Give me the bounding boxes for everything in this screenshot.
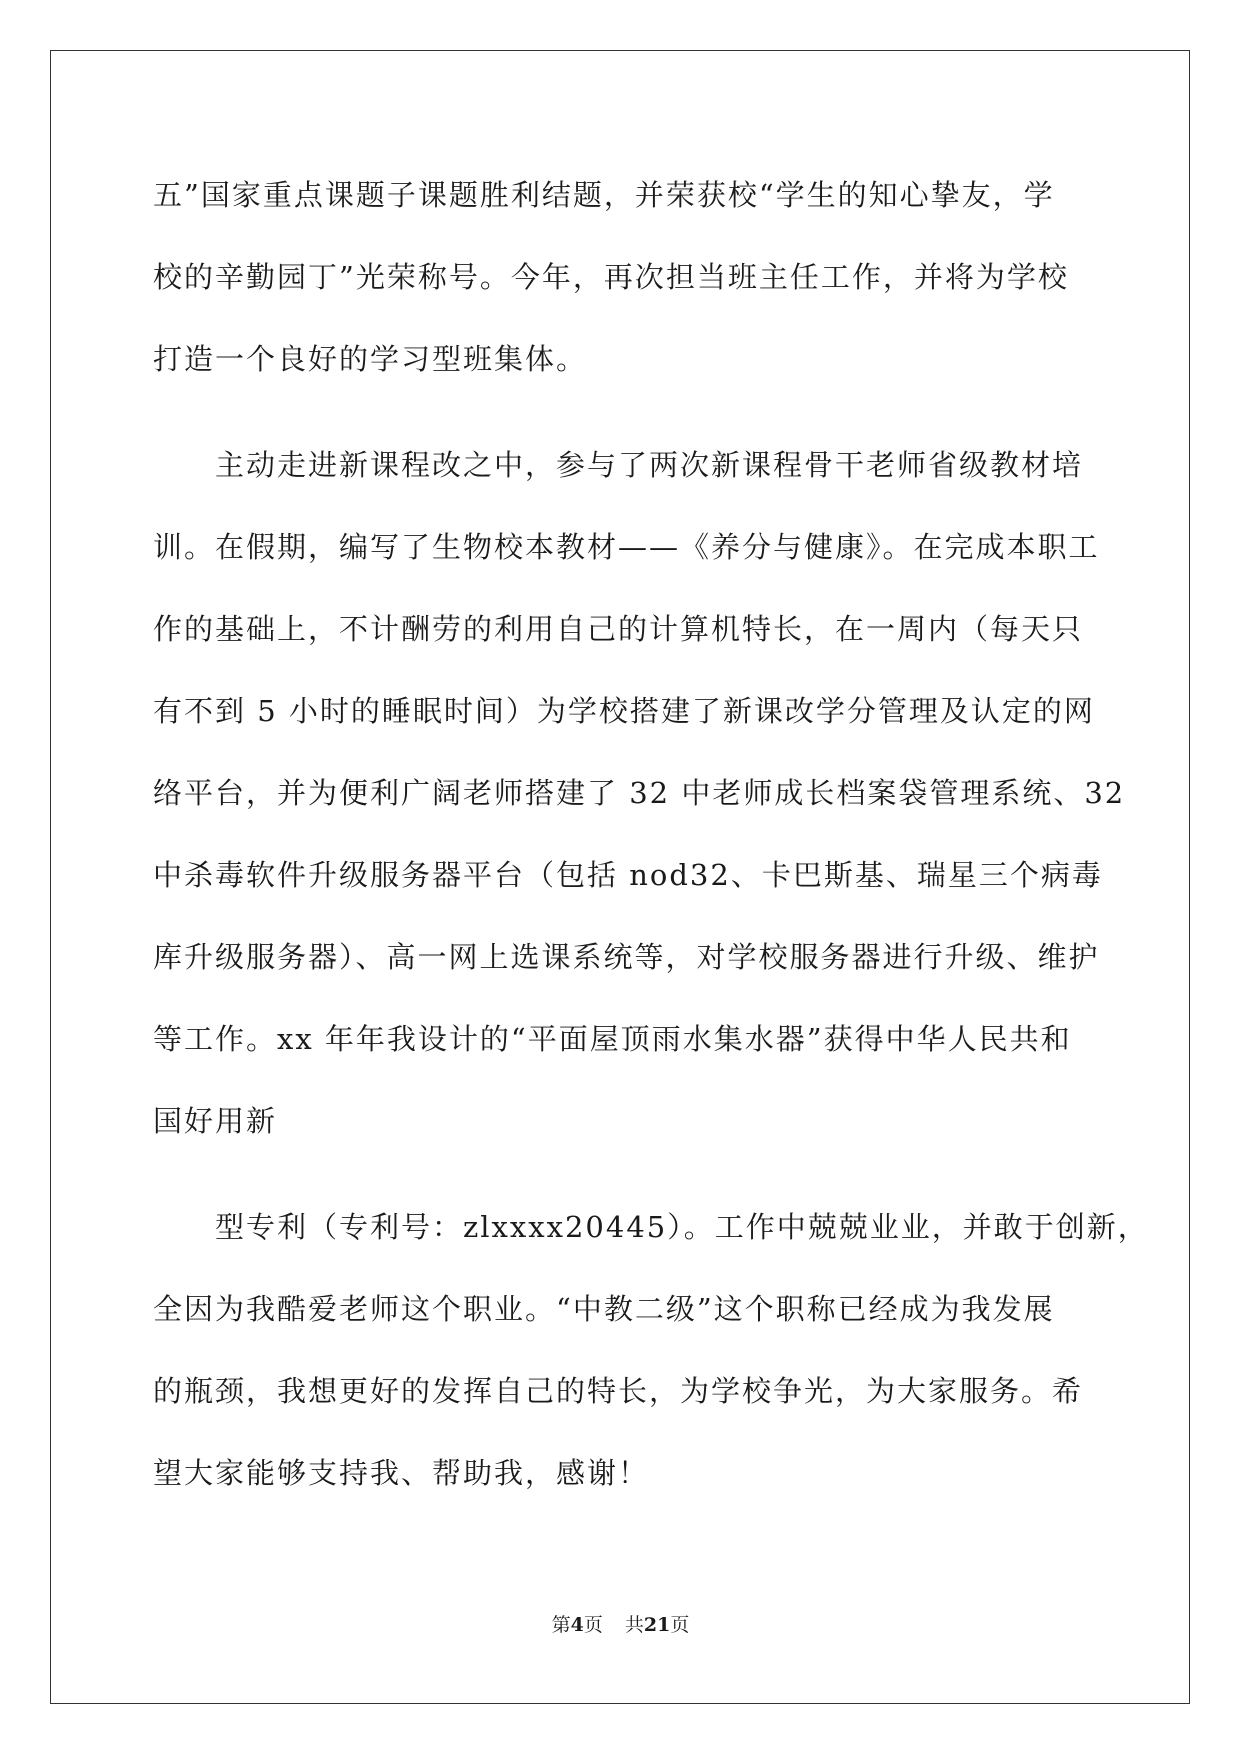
page-suffix: 页 [583, 1614, 603, 1636]
text-line: 全因为我酷爱老师这个职业。“中教二级”这个职称已经成为我发展 [153, 1292, 1055, 1326]
total-page-number: 21 [643, 1614, 671, 1636]
text-line: 五”国家重点课题子课题胜利结题，并荣获校“学生的知心挚友，学 [153, 178, 1055, 212]
total-suffix: 页 [670, 1614, 690, 1636]
text-line: 国好用新 [153, 1104, 278, 1138]
text-line: 络平台，并为便利广阔老师搭建了 32 中老师成长档案袋管理系统、32 [153, 776, 1126, 810]
paragraph-start: 主动走进新课程改之中，参与了两次新课程骨干老师省级教材培 [215, 448, 1084, 482]
current-page-number: 4 [570, 1614, 584, 1636]
text-line: 作的基础上，不计酬劳的利用自己的计算机特长，在一周内（每天只 [153, 612, 1084, 646]
text-line: 校的辛勤园丁”光荣称号。今年，再次担当班主任工作，并将为学校 [153, 260, 1069, 294]
page-prefix: 第 [551, 1614, 571, 1636]
page-footer [0, 1610, 1241, 1637]
text-line: 望大家能够支持我、帮助我，感谢！ [153, 1456, 650, 1490]
text-line: 打造一个良好的学习型班集体。 [153, 342, 588, 376]
text-line: 的瓶颈，我想更好的发挥自己的特长，为学校争光，为大家服务。希 [153, 1374, 1084, 1408]
text-line: 训。在假期，编写了生物校本教材——《养分与健康》。在完成本职工 [153, 530, 1100, 564]
text-line: 中杀毒软件升级服务器平台（包括 nod32、卡巴斯基、瑞星三个病毒 [153, 858, 1103, 892]
document-body [153, 164, 1149, 1524]
text-line: 库升级服务器）、高一网上选课系统等，对学校服务器进行升级、维护 [153, 940, 1100, 974]
total-prefix: 共 [624, 1614, 644, 1636]
text-line: 等工作。xx 年年我设计的“平面屋顶雨水集水器”获得中华人民共和 [153, 1022, 1072, 1056]
paragraph-start: 型专利（专利号：zlxxxx20445）。工作中兢兢业业，并敢于创新， [215, 1210, 1149, 1244]
text-line: 有不到 5 小时的睡眠时间）为学校搭建了新课改学分管理及认定的网 [153, 694, 1095, 728]
